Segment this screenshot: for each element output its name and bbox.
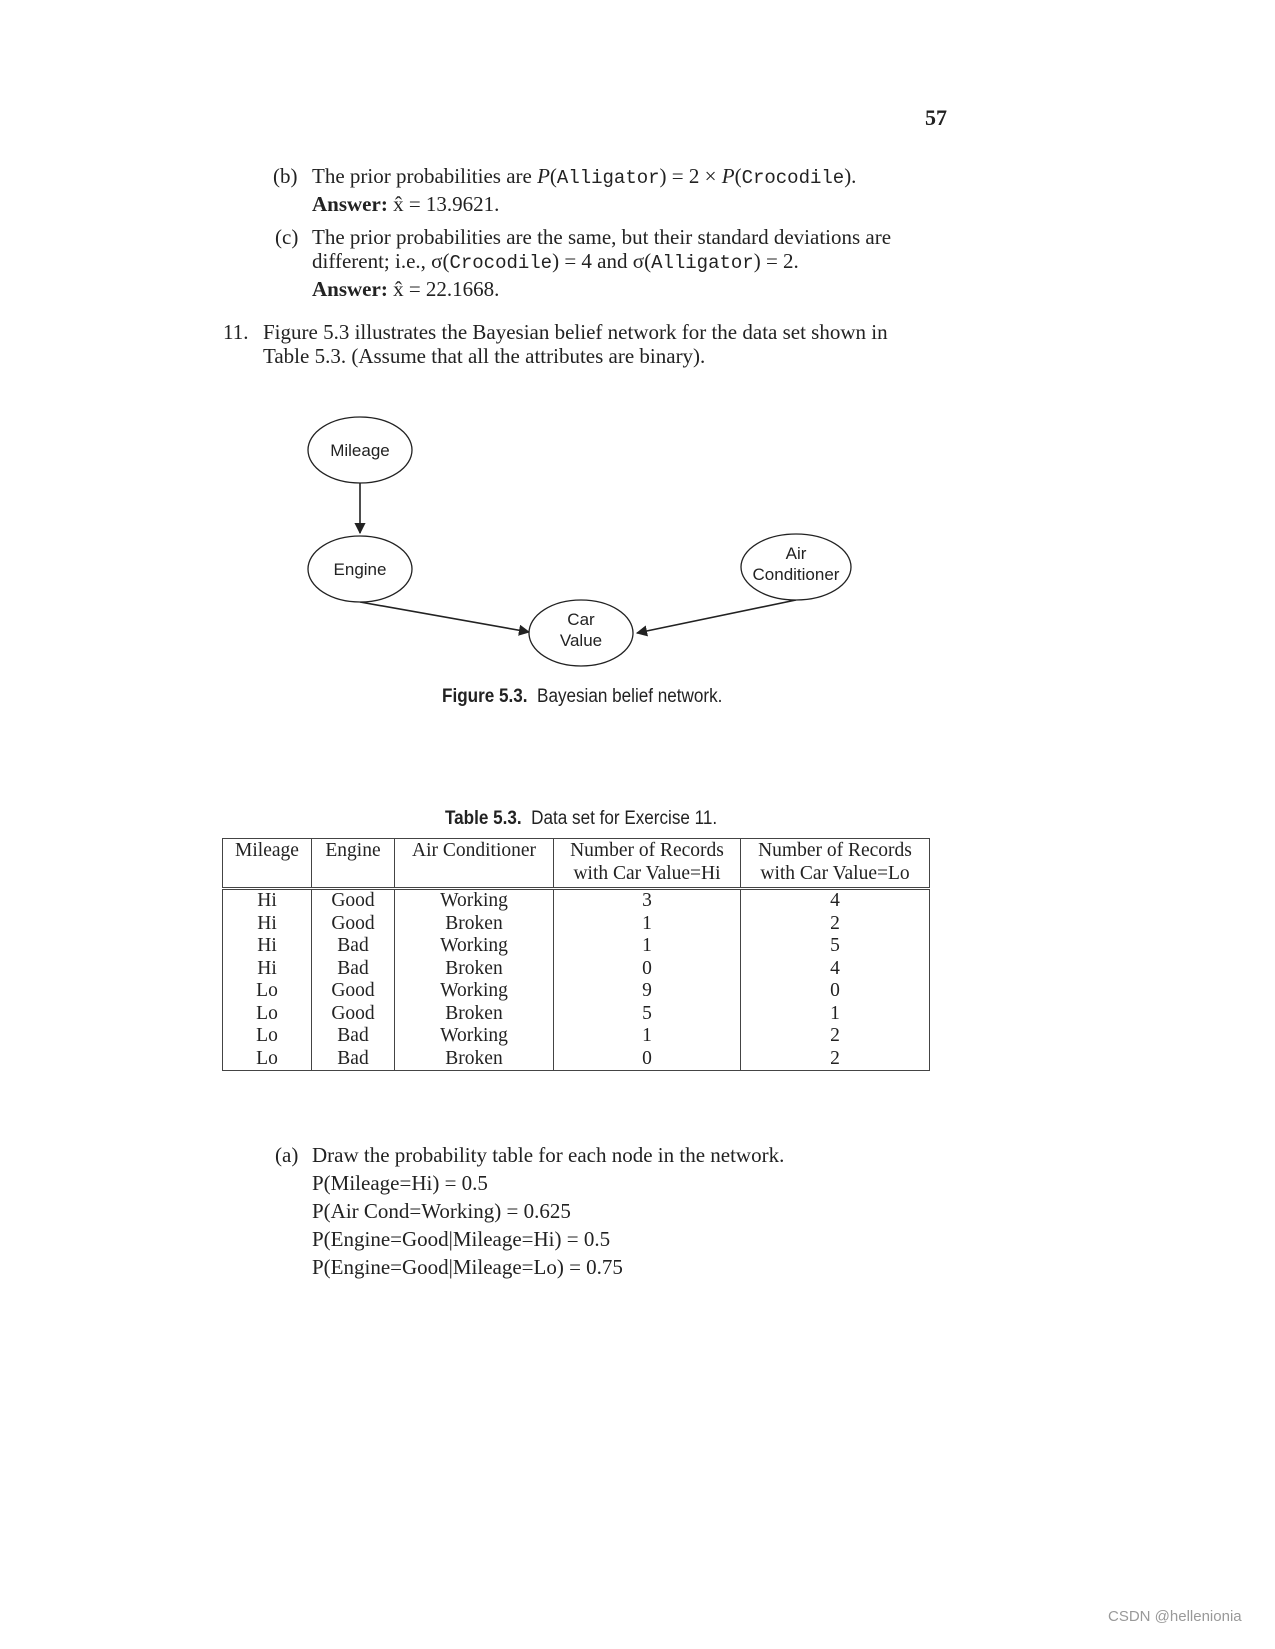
part-a-answer-2: P(Air Cond=Working) = 0.625 bbox=[312, 1199, 571, 1223]
header-records-hi-line1: Number of Records bbox=[554, 839, 741, 863]
node-engine-label: Engine bbox=[333, 560, 387, 579]
cell-engine: Good bbox=[312, 980, 395, 1003]
q11-line1: Figure 5.3 illustrates the Bayesian belief network for the data set shown in bbox=[263, 320, 888, 344]
part-c-line2-a: different; i.e., σ( bbox=[312, 249, 450, 273]
part-b-answer-label: Answer: bbox=[312, 192, 388, 216]
part-a-text: Draw the probability table for each node in the network. bbox=[312, 1143, 785, 1167]
cell-lo: 4 bbox=[741, 958, 930, 981]
table-row bbox=[223, 980, 930, 1003]
node-car-label-line2: Value bbox=[559, 631, 603, 650]
cell-engine: Bad bbox=[312, 958, 395, 981]
page-number: 57 bbox=[925, 105, 947, 130]
part-a-answer-4: P(Engine=Good|Mileage=Lo) = 0.75 bbox=[312, 1255, 623, 1279]
edge-engine-car bbox=[360, 602, 529, 632]
header-mileage-line2 bbox=[223, 863, 312, 889]
cell-hi: 5 bbox=[554, 1003, 741, 1026]
table-row bbox=[223, 1003, 930, 1026]
header-air-line2 bbox=[395, 863, 554, 889]
cell-air: Working bbox=[395, 980, 554, 1003]
edge-air-car bbox=[637, 600, 796, 633]
cell-mileage: Hi bbox=[223, 958, 312, 981]
q11-line2: Table 5.3. (Assume that all the attributes are binary). bbox=[263, 344, 706, 368]
node-air-label-line1: Air bbox=[785, 544, 807, 563]
figure-caption-label: Figure 5.3. bbox=[442, 686, 528, 707]
part-c-line2-c: ) = 2. bbox=[753, 249, 799, 273]
part-b-label: (b) bbox=[273, 164, 298, 188]
table-row bbox=[223, 958, 930, 981]
cell-engine: Bad bbox=[312, 1048, 395, 1071]
part-b-text-1: The prior probabilities are bbox=[312, 164, 538, 188]
watermark: CSDN @hellenionia bbox=[1108, 1608, 1242, 1625]
header-engine: Engine bbox=[312, 839, 395, 863]
table-row bbox=[223, 935, 930, 958]
cell-air: Working bbox=[395, 1025, 554, 1048]
cell-lo: 4 bbox=[741, 889, 930, 913]
cell-mileage: Lo bbox=[223, 1025, 312, 1048]
cell-hi: 1 bbox=[554, 913, 741, 936]
cell-air: Broken bbox=[395, 1048, 554, 1071]
part-c-line2-b: ) = 4 and σ( bbox=[552, 249, 652, 273]
data-table bbox=[222, 838, 930, 1071]
table-row bbox=[223, 1048, 930, 1071]
cell-mileage: Lo bbox=[223, 1003, 312, 1026]
cell-engine: Bad bbox=[312, 935, 395, 958]
part-b-alligator: Alligator bbox=[556, 167, 660, 189]
part-a-label: (a) bbox=[275, 1143, 299, 1167]
part-b-end: ). bbox=[844, 164, 857, 188]
cell-hi: 3 bbox=[554, 889, 741, 913]
cell-mileage: Hi bbox=[223, 935, 312, 958]
cell-hi: 9 bbox=[554, 980, 741, 1003]
cell-mileage: Lo bbox=[223, 1048, 312, 1071]
cell-lo: 1 bbox=[741, 1003, 930, 1026]
table-row bbox=[223, 1025, 930, 1048]
cell-lo: 2 bbox=[741, 913, 930, 936]
table-caption bbox=[445, 808, 717, 830]
bayesian-network-diagram bbox=[0, 0, 1275, 760]
node-mileage-label: Mileage bbox=[330, 441, 390, 460]
part-a-answer-3: P(Engine=Good|Mileage=Hi) = 0.5 bbox=[312, 1227, 611, 1251]
cell-mileage: Hi bbox=[223, 913, 312, 936]
part-b-paren-open-2: ( bbox=[734, 164, 742, 188]
cell-air: Working bbox=[395, 935, 554, 958]
header-records-hi-line2: with Car Value=Hi bbox=[554, 863, 741, 889]
header-air-conditioner: Air Conditioner bbox=[395, 839, 554, 863]
part-b-p2: P bbox=[721, 164, 735, 188]
table-caption-label: Table 5.3. bbox=[445, 808, 522, 829]
part-b-eq-times: = 2 × bbox=[666, 164, 722, 188]
cell-engine: Bad bbox=[312, 1025, 395, 1048]
part-b-paren-close: ) bbox=[659, 164, 667, 188]
part-c-label: (c) bbox=[275, 225, 299, 249]
cell-mileage: Lo bbox=[223, 980, 312, 1003]
table-caption-text: Data set for Exercise 11. bbox=[531, 808, 718, 829]
part-c-line1: The prior probabilities are the same, but their standard deviations are bbox=[312, 225, 892, 249]
cell-lo: 2 bbox=[741, 1025, 930, 1048]
part-c-answer-label: Answer: bbox=[312, 277, 388, 301]
cell-hi: 1 bbox=[554, 935, 741, 958]
part-b-paren-open: ( bbox=[549, 164, 557, 188]
figure-caption-text: Bayesian belief network. bbox=[537, 686, 723, 707]
header-mileage: Mileage bbox=[223, 839, 312, 863]
cell-lo: 0 bbox=[741, 980, 930, 1003]
node-car-label-line1: Car bbox=[567, 610, 595, 629]
cell-air: Working bbox=[395, 889, 554, 913]
cell-lo: 5 bbox=[741, 935, 930, 958]
cell-lo: 2 bbox=[741, 1048, 930, 1071]
part-b-answer-value: x̂ = 13.9621. bbox=[393, 192, 500, 216]
header-records-lo-line2: with Car Value=Lo bbox=[741, 863, 930, 889]
table-row bbox=[223, 889, 930, 913]
header-engine-line2 bbox=[312, 863, 395, 889]
cell-mileage: Hi bbox=[223, 889, 312, 913]
part-c-alligator: Alligator bbox=[651, 252, 754, 274]
part-a-answer-1: P(Mileage=Hi) = 0.5 bbox=[312, 1171, 488, 1195]
node-air-label-line2: Conditioner bbox=[752, 565, 840, 584]
cell-engine: Good bbox=[312, 1003, 395, 1026]
table-row bbox=[223, 913, 930, 936]
part-b-p1: P bbox=[537, 164, 550, 188]
cell-air: Broken bbox=[395, 913, 554, 936]
header-records-lo-line1: Number of Records bbox=[741, 839, 930, 863]
cell-hi: 0 bbox=[554, 1048, 741, 1071]
cell-hi: 0 bbox=[554, 958, 741, 981]
part-c-answer-value: x̂ = 22.1668. bbox=[393, 277, 500, 301]
cell-engine: Good bbox=[312, 913, 395, 936]
q11-number: 11. bbox=[223, 320, 249, 344]
cell-hi: 1 bbox=[554, 1025, 741, 1048]
figure-caption bbox=[442, 686, 722, 708]
cell-air: Broken bbox=[395, 1003, 554, 1026]
part-b-crocodile: Crocodile bbox=[741, 167, 845, 189]
part-c-crocodile: Crocodile bbox=[449, 252, 553, 274]
cell-air: Broken bbox=[395, 958, 554, 981]
cell-engine: Good bbox=[312, 889, 395, 913]
